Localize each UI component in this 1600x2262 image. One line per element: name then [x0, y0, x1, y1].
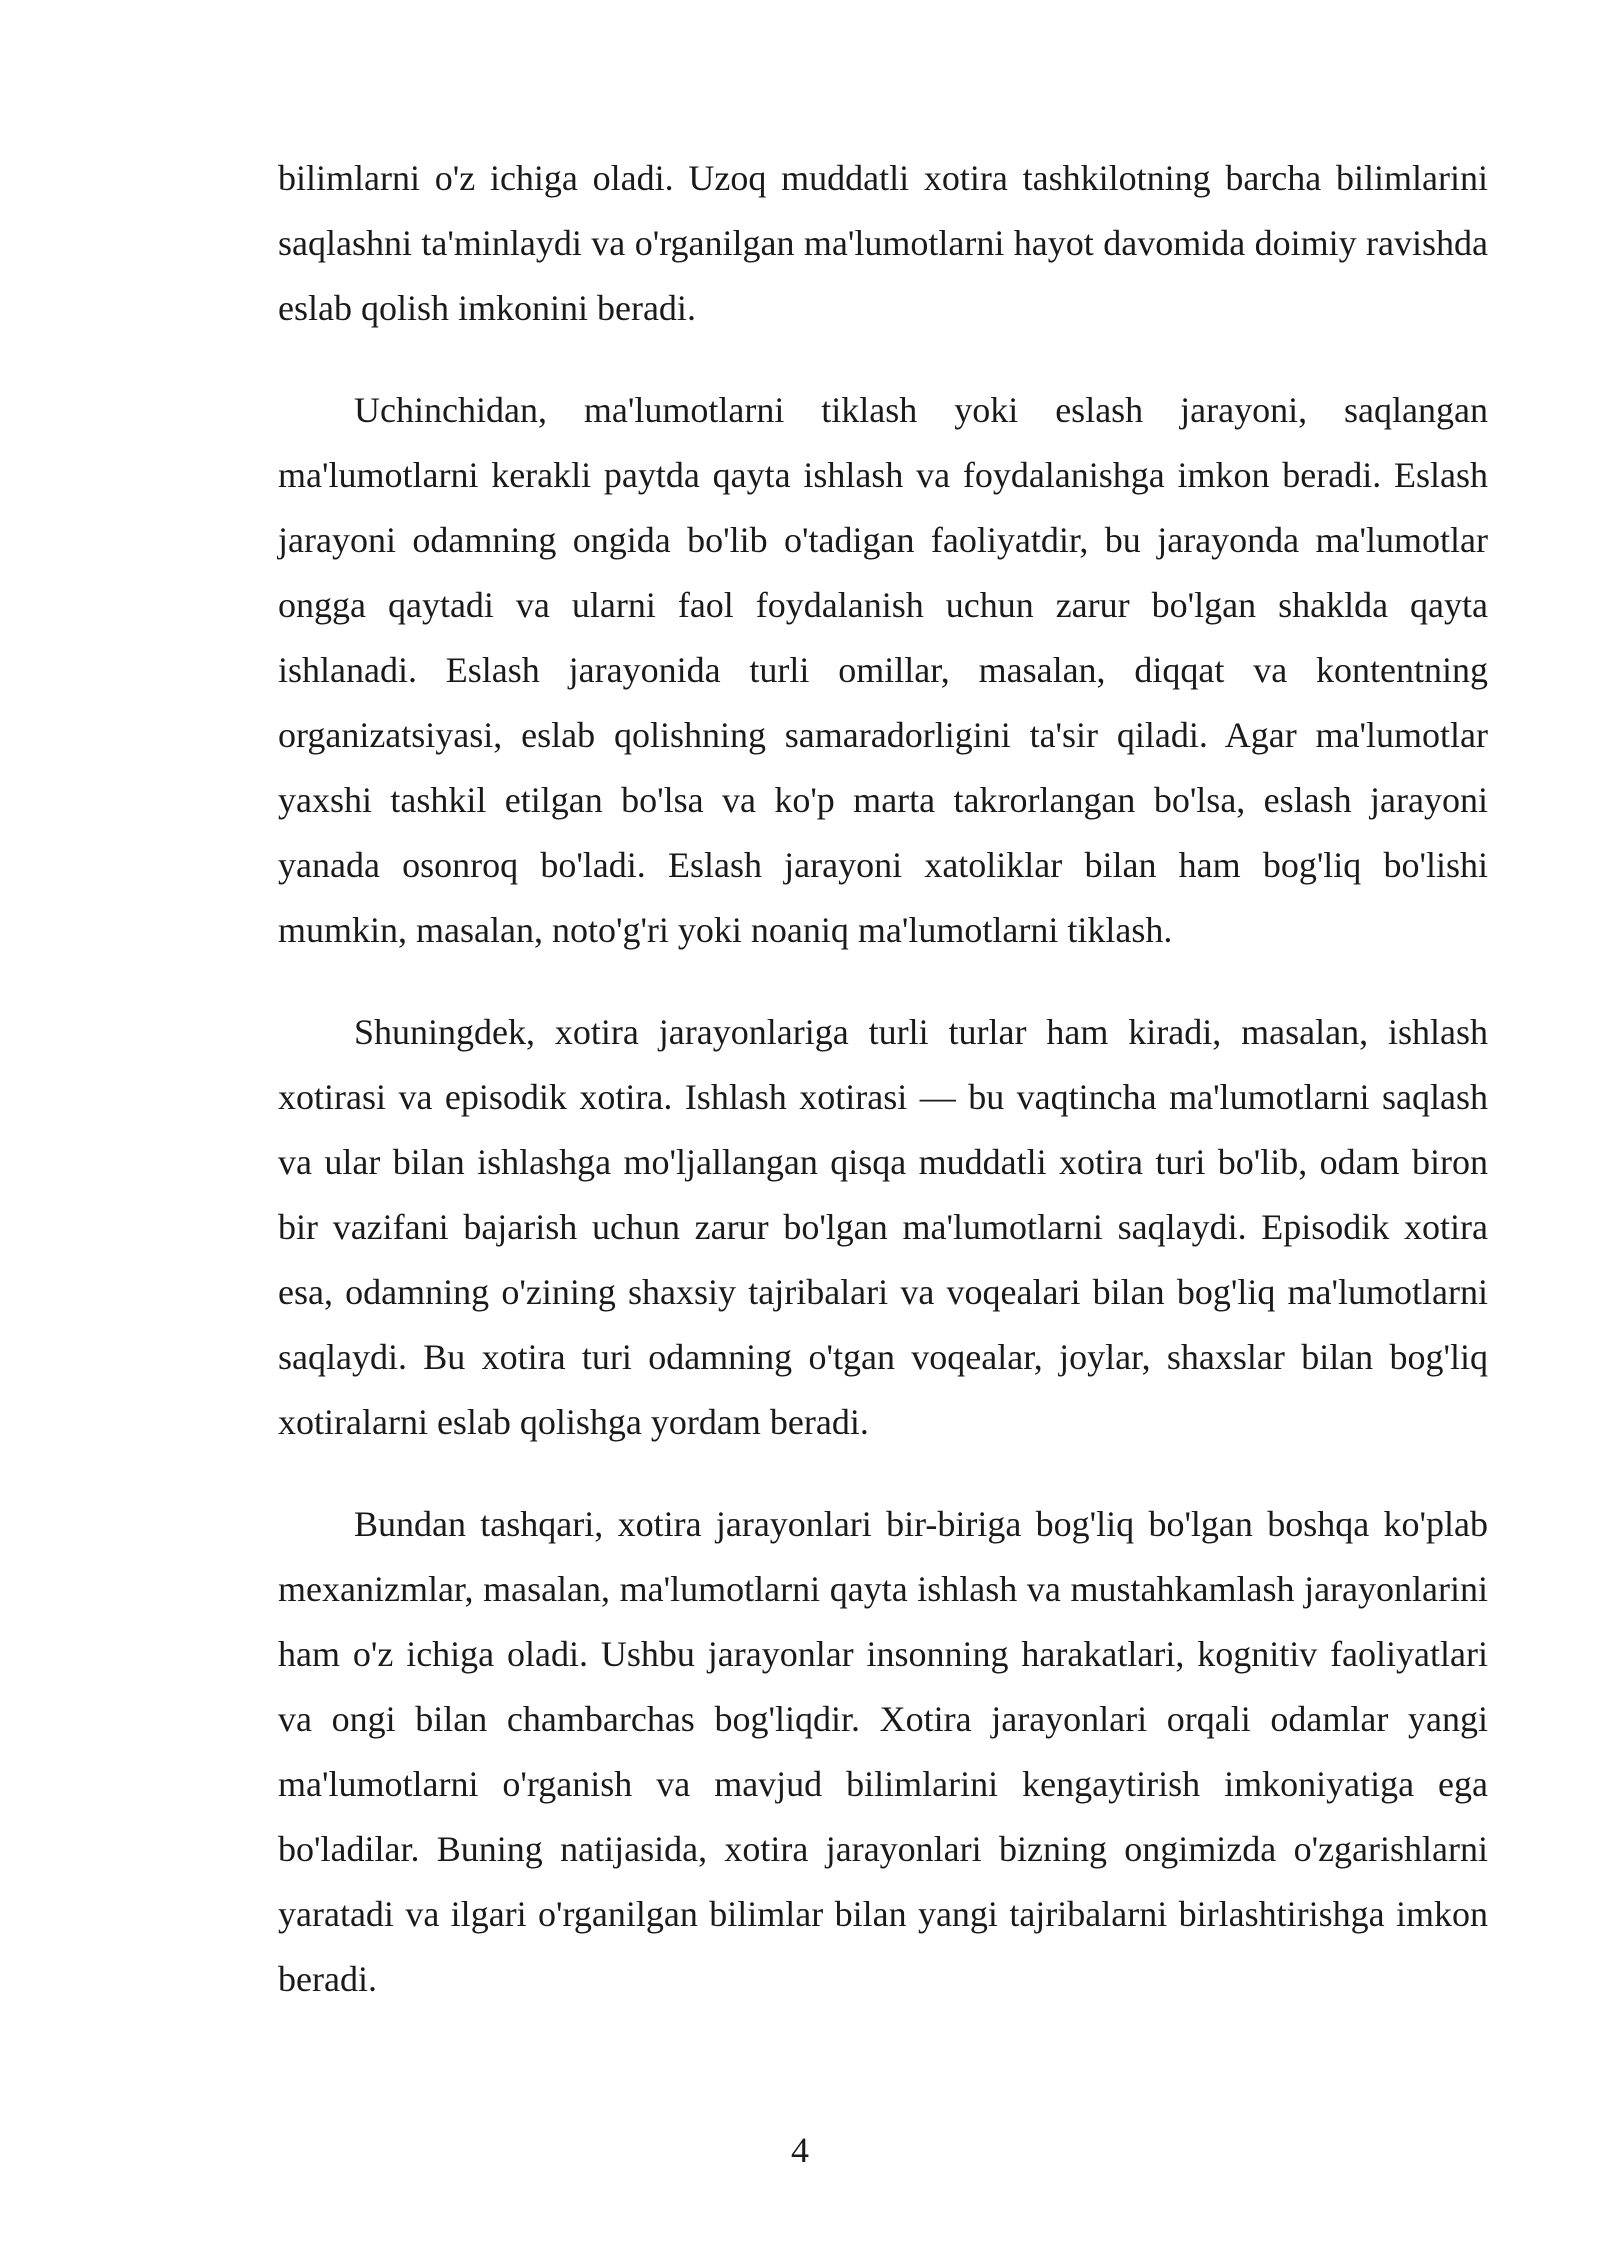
- paragraph-memory-types: Shuningdek, xotira jarayonlariga turli turlar ham kiradi, masalan, ishlash xotirasi va episodik xotira. Ishlash xotirasi — bu vaqtincha ma'lumotlarni saqlash va ular bilan ishlashga mo'ljallangan qisqa muddatli xotira turi bo'lib, odam biron bir vazifani bajarish uchun zarur bo'lgan ma'lumotlarni saqlaydi. Episodik xotira esa, odamning o'zining shaxsiy tajribalari va voqealari bilan bog'liq ma'lumotlarni saqlaydi. Bu xotira turi odamning o'tgan voqealar, joylar, shaxslar bilan bog'liq xotiralarni eslab qolishga yordam beradi.: [278, 1012, 1488, 1442]
- page-number: 4: [791, 2130, 809, 2170]
- paragraph-recall-process: Uchinchidan, ma'lumotlarni tiklash yoki eslash jarayoni, saqlangan ma'lumotlarni kerakli paytda qayta ishlash va foydalanishga imkon beradi. Eslash jarayoni odamning ongida bo'lib o'tadigan faoliyatdir, bu jarayonda ma'lumotlar ongga qaytadi va ularni faol foydalanish uchun zarur bo'lgan shaklda qayta ishlanadi. Eslash jarayonida turli omillar, masalan, diqqat va kontentning organizatsiyasi, eslab qolishning samaradorligini ta'sir qiladi. Agar ma'lumotlar yaxshi tashkil etilgan bo'lsa va ko'p marta takrorlangan bo'lsa, eslash jarayoni yanada osonroq bo'ladi. Eslash jarayoni xatoliklar bilan ham bog'liq bo'lishi mumkin, masalan, noto'g'ri yoki noaniq ma'lumotlarni tiklash.: [278, 390, 1488, 950]
- paragraph-continuation: bilimlarni o'z ichiga oladi. Uzoq muddatli xotira tashkilotning barcha bilimlarini saqlashni ta'minlaydi va o'rganilgan ma'lumotlarni hayot davomida doimiy ravishda eslab qolish imkonini beradi.: [278, 158, 1488, 328]
- body-text: [278, 146, 1488, 2049]
- paragraph-memory-mechanisms: Bundan tashqari, xotira jarayonlari bir-biriga bog'liq bo'lgan boshqa ko'plab mexanizmlar, masalan, ma'lumotlarni qayta ishlash va mustahkamlash jarayonlarini ham o'z ichiga oladi. Ushbu jarayonlar insonning harakatlari, kognitiv faoliyatlari va ongi bilan chambarchas bog'liqdir. Xotira jarayonlari orqali odamlar yangi ma'lumotlarni o'rganish va mavjud bilimlarini kengaytirish imkoniyatiga ega bo'ladilar. Buning natijasida, xotira jarayonlari bizning ongimizda o'zgarishlarni yaratadi va ilgari o'rganilgan bilimlar bilan yangi tajribalarni birlashtirishga imkon beradi.: [278, 1504, 1488, 1999]
